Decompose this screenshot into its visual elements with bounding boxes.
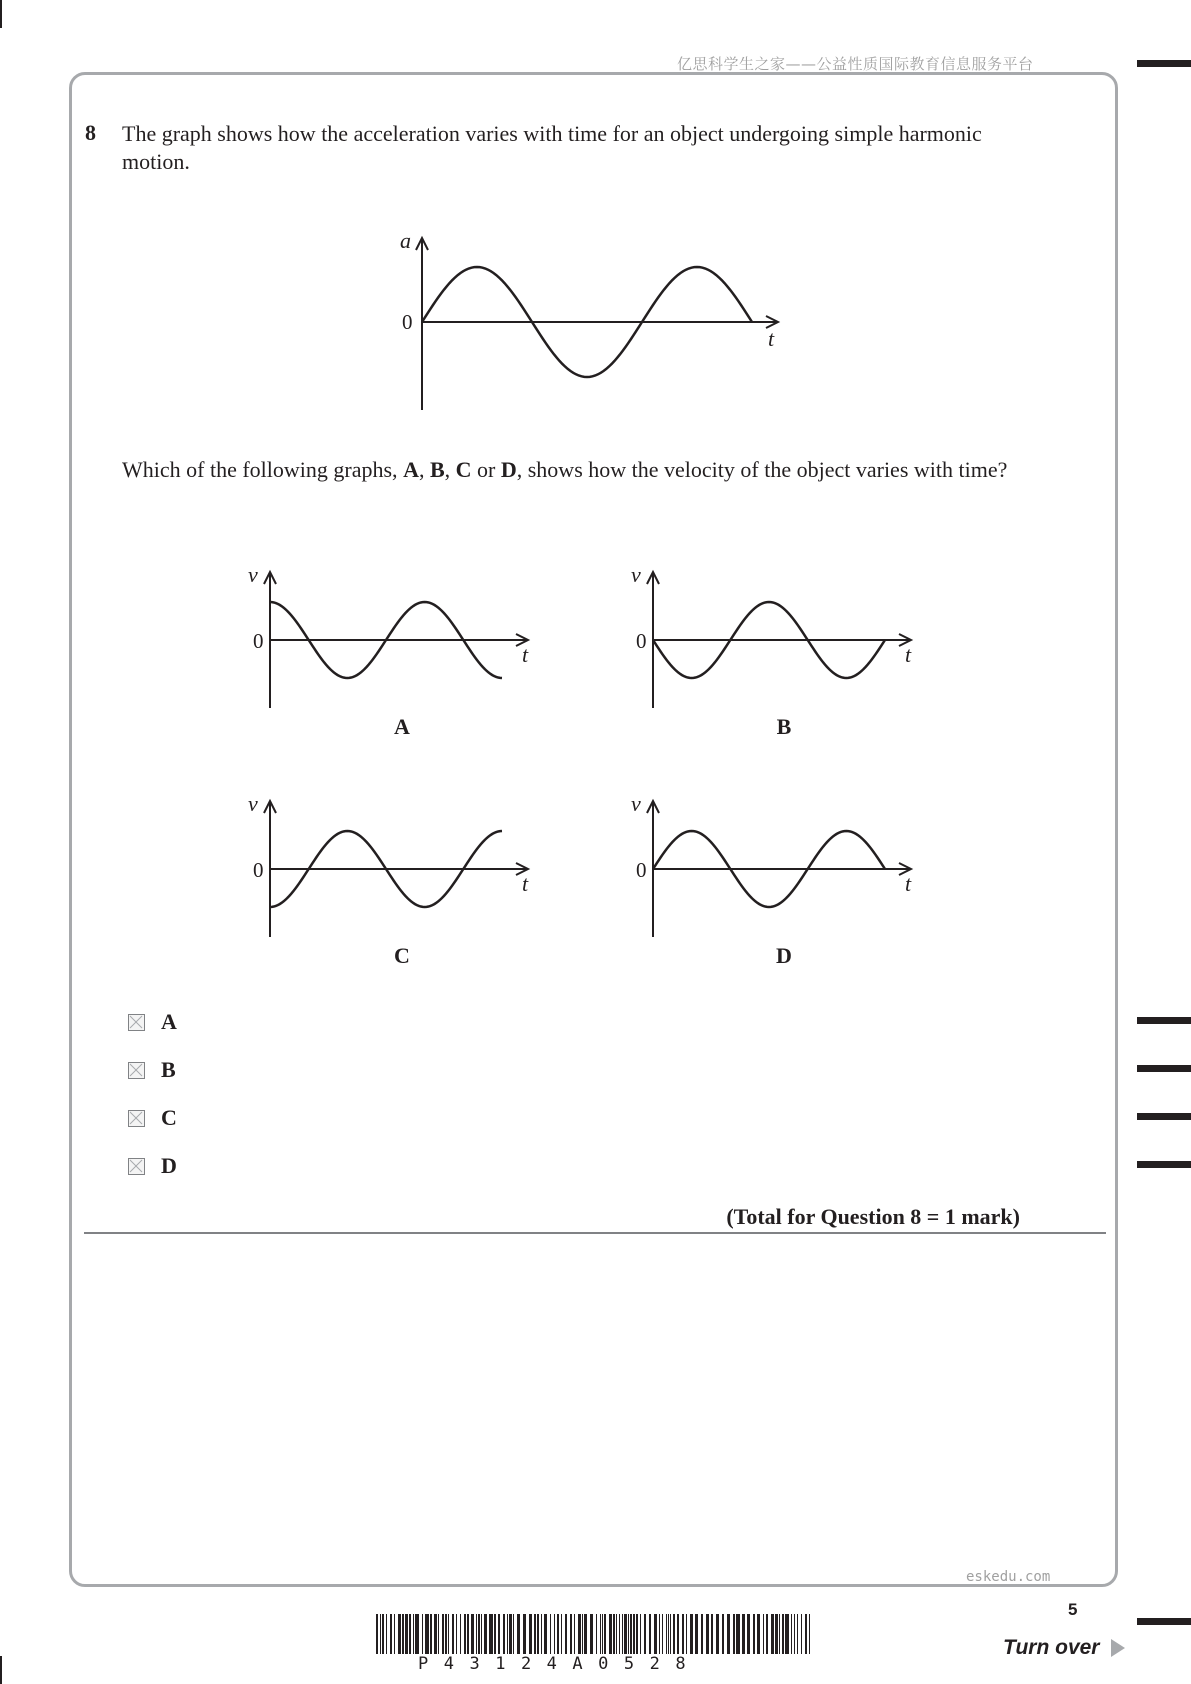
barcode-bar bbox=[584, 1614, 587, 1654]
barcode-bar bbox=[434, 1614, 437, 1654]
barcode-bar bbox=[809, 1614, 810, 1654]
barcode-bar bbox=[394, 1614, 395, 1654]
barcode-bar bbox=[489, 1614, 493, 1654]
barcode-bar bbox=[600, 1614, 601, 1654]
graph-b-origin-label: 0 bbox=[636, 629, 647, 653]
acceleration-axis-label: a bbox=[400, 230, 411, 253]
barcode-bar bbox=[425, 1614, 429, 1654]
graph-a-origin-label: 0 bbox=[253, 629, 264, 653]
barcode-bar bbox=[602, 1614, 603, 1654]
barcode-bar bbox=[478, 1614, 480, 1654]
barcode-bar bbox=[654, 1614, 657, 1654]
barcode-bar bbox=[624, 1614, 627, 1654]
graph-b bbox=[623, 562, 923, 712]
graph-c-t-label: t bbox=[522, 871, 529, 896]
barcode-bar bbox=[668, 1614, 669, 1654]
barcode-bar bbox=[464, 1614, 466, 1654]
barcode-bar bbox=[757, 1614, 760, 1654]
barcode-bar bbox=[742, 1614, 745, 1654]
barcode-bar bbox=[666, 1614, 667, 1654]
margin-bar bbox=[1137, 1017, 1191, 1024]
turn-over bbox=[1003, 1636, 1125, 1660]
barcode-bar bbox=[398, 1614, 401, 1654]
barcode-bar bbox=[534, 1614, 536, 1654]
barcode-bar bbox=[442, 1614, 444, 1654]
barcode-bar bbox=[794, 1614, 795, 1654]
barcode-bar bbox=[507, 1614, 508, 1654]
barcode-bar bbox=[686, 1614, 687, 1654]
question-number: 8 bbox=[85, 120, 96, 145]
barcode-bar bbox=[517, 1614, 520, 1654]
page-number: 5 bbox=[1068, 1600, 1078, 1619]
barcode-bar bbox=[529, 1614, 532, 1654]
barcode-bar bbox=[630, 1614, 632, 1654]
barcode-bar bbox=[456, 1614, 457, 1654]
barcode-bar bbox=[604, 1614, 606, 1654]
option-a-label: A bbox=[161, 1009, 177, 1034]
barcode-bar bbox=[711, 1614, 713, 1654]
barcode-bar bbox=[476, 1614, 477, 1654]
barcode-bar bbox=[413, 1614, 414, 1654]
barcode-bar bbox=[513, 1614, 514, 1654]
barcode-bar bbox=[775, 1614, 778, 1654]
barcode-bar bbox=[766, 1614, 768, 1654]
barcode-bar bbox=[695, 1614, 698, 1654]
barcode-bar bbox=[649, 1614, 651, 1654]
barcode-bar bbox=[682, 1614, 684, 1654]
barcode-bar bbox=[763, 1614, 764, 1654]
barcode-bar bbox=[409, 1614, 411, 1654]
option-d-label: D bbox=[161, 1153, 177, 1178]
barcode-bar bbox=[448, 1614, 449, 1654]
barcode-bar bbox=[619, 1614, 620, 1654]
turn-over-label: Turn over bbox=[1003, 1636, 1100, 1659]
barcode-bar bbox=[677, 1614, 679, 1654]
barcode-bar bbox=[415, 1614, 419, 1654]
margin-bar bbox=[1137, 1618, 1191, 1625]
graph-c-caption: C bbox=[394, 943, 410, 968]
barcode-bar bbox=[673, 1614, 675, 1654]
barcode-bar bbox=[662, 1614, 663, 1654]
option-c[interactable] bbox=[128, 1104, 177, 1132]
acceleration-graph bbox=[390, 230, 800, 420]
barcode-bar bbox=[503, 1614, 505, 1654]
barcode-bar bbox=[574, 1614, 575, 1654]
barcode-bar bbox=[596, 1614, 597, 1654]
barcode-bar bbox=[590, 1614, 593, 1654]
option-a[interactable] bbox=[128, 1008, 177, 1036]
barcode-bar bbox=[782, 1614, 784, 1654]
barcode-bar bbox=[498, 1614, 500, 1654]
barcode-bar bbox=[801, 1614, 802, 1654]
barcode-bar bbox=[670, 1614, 671, 1654]
question-prompt: Which of the following graphs, A, B, C or D, shows how the velocity of the object varies with time? bbox=[122, 457, 1008, 482]
acceleration-origin-label: 0 bbox=[402, 310, 413, 334]
barcode-bar bbox=[771, 1614, 774, 1654]
margin-bar bbox=[1137, 1065, 1191, 1072]
barcode-bar bbox=[722, 1614, 724, 1654]
graph-b-v-label: v bbox=[631, 562, 641, 587]
crop-mark bbox=[0, 1656, 2, 1684]
barcode-bar bbox=[561, 1614, 562, 1654]
barcode-bar bbox=[509, 1614, 512, 1654]
question-total: (Total for Question 8 = 1 mark) bbox=[726, 1204, 1020, 1229]
barcode-bar bbox=[405, 1614, 408, 1654]
barcode-bar bbox=[484, 1614, 487, 1654]
barcode-bar bbox=[578, 1614, 581, 1654]
barcode-bar bbox=[481, 1614, 482, 1654]
graph-c-v-label: v bbox=[248, 791, 258, 816]
barcode-bar bbox=[550, 1614, 551, 1654]
graph-c bbox=[240, 791, 540, 941]
graph-b-t-label: t bbox=[905, 642, 912, 667]
barcode-bar bbox=[636, 1614, 638, 1654]
option-d[interactable] bbox=[128, 1152, 177, 1180]
graph-a bbox=[240, 562, 540, 712]
barcode-bar bbox=[390, 1614, 392, 1654]
barcode-bar bbox=[622, 1614, 623, 1654]
barcode-bar bbox=[791, 1614, 792, 1654]
graph-d-caption: D bbox=[776, 943, 792, 968]
barcode-bar bbox=[402, 1614, 404, 1654]
barcode-bar bbox=[659, 1614, 660, 1654]
barcode-bar bbox=[386, 1614, 387, 1654]
barcode-bar bbox=[716, 1614, 719, 1654]
barcode-bar bbox=[537, 1614, 539, 1654]
question-stem: The graph shows how the acceleration varies with time for an object undergoing simple harmonic motion. bbox=[122, 121, 982, 174]
barcode-bar bbox=[382, 1614, 384, 1654]
margin-bar bbox=[1137, 60, 1191, 67]
barcode-bar bbox=[570, 1614, 572, 1654]
barcode-bar bbox=[467, 1614, 469, 1654]
barcode-bar bbox=[557, 1614, 559, 1654]
option-b[interactable] bbox=[128, 1056, 176, 1084]
triangle-right-icon bbox=[1111, 1639, 1125, 1657]
barcode-bar bbox=[523, 1614, 526, 1654]
barcode-bar bbox=[706, 1614, 709, 1654]
graph-a-v-label: v bbox=[248, 562, 258, 587]
barcode-bar bbox=[690, 1614, 693, 1654]
barcode-bar bbox=[494, 1614, 496, 1654]
barcode-bar bbox=[452, 1614, 454, 1654]
margin-bar bbox=[1137, 1161, 1191, 1168]
barcode-bar bbox=[430, 1614, 432, 1654]
option-d-checkbox[interactable] bbox=[128, 1158, 145, 1175]
option-c-checkbox[interactable] bbox=[128, 1110, 145, 1127]
barcode-bar bbox=[460, 1614, 461, 1654]
barcode-bar bbox=[747, 1614, 750, 1654]
barcode-bar bbox=[633, 1614, 635, 1654]
barcode-bar bbox=[644, 1614, 646, 1654]
barcode-bar bbox=[541, 1614, 542, 1654]
option-b-label: B bbox=[161, 1057, 176, 1082]
header-watermark: 亿思科学生之家——公益性质国际教育信息服务平台 bbox=[677, 55, 1034, 73]
question-divider bbox=[84, 1232, 1106, 1234]
barcode-bar bbox=[609, 1614, 612, 1654]
barcode-bar bbox=[565, 1614, 567, 1654]
barcode-bar bbox=[376, 1614, 378, 1654]
barcode-bar bbox=[785, 1614, 789, 1654]
graph-d-v-label: v bbox=[631, 791, 641, 816]
graph-d bbox=[623, 791, 923, 941]
margin-bar bbox=[1137, 1113, 1191, 1120]
barcode-bar bbox=[445, 1614, 447, 1654]
barcode-bar bbox=[471, 1614, 474, 1654]
barcode-bar bbox=[727, 1614, 730, 1654]
barcode-bar bbox=[438, 1614, 439, 1654]
footer-watermark: eskedu.com bbox=[966, 1569, 1051, 1585]
barcode-bar bbox=[797, 1614, 798, 1654]
barcode-bar bbox=[582, 1614, 583, 1654]
barcode-text: P43124A0528 bbox=[418, 1654, 702, 1674]
option-b-checkbox[interactable] bbox=[128, 1062, 145, 1079]
barcode-bar bbox=[753, 1614, 755, 1654]
barcode-bar bbox=[544, 1614, 547, 1654]
barcode-bar bbox=[628, 1614, 629, 1654]
barcode-bar bbox=[736, 1614, 740, 1654]
barcode-bar bbox=[640, 1614, 641, 1654]
graph-d-origin-label: 0 bbox=[636, 858, 647, 882]
option-c-label: C bbox=[161, 1105, 177, 1130]
barcode bbox=[376, 1614, 810, 1654]
crop-mark bbox=[0, 0, 2, 28]
graph-d-t-label: t bbox=[905, 871, 912, 896]
barcode-bar bbox=[779, 1614, 780, 1654]
graph-a-caption: A bbox=[394, 714, 410, 739]
barcode-bar bbox=[616, 1614, 617, 1654]
barcode-bar bbox=[380, 1614, 381, 1654]
barcode-bar bbox=[733, 1614, 735, 1654]
barcode-bar bbox=[701, 1614, 703, 1654]
barcode-bar bbox=[805, 1614, 807, 1654]
graph-c-origin-label: 0 bbox=[253, 858, 264, 882]
option-a-checkbox[interactable] bbox=[128, 1014, 145, 1031]
graph-a-t-label: t bbox=[522, 642, 529, 667]
barcode-bar bbox=[613, 1614, 615, 1654]
acceleration-time-label: t bbox=[768, 326, 775, 351]
barcode-bar bbox=[554, 1614, 555, 1654]
barcode-bar bbox=[422, 1614, 423, 1654]
graph-b-caption: B bbox=[776, 714, 792, 739]
